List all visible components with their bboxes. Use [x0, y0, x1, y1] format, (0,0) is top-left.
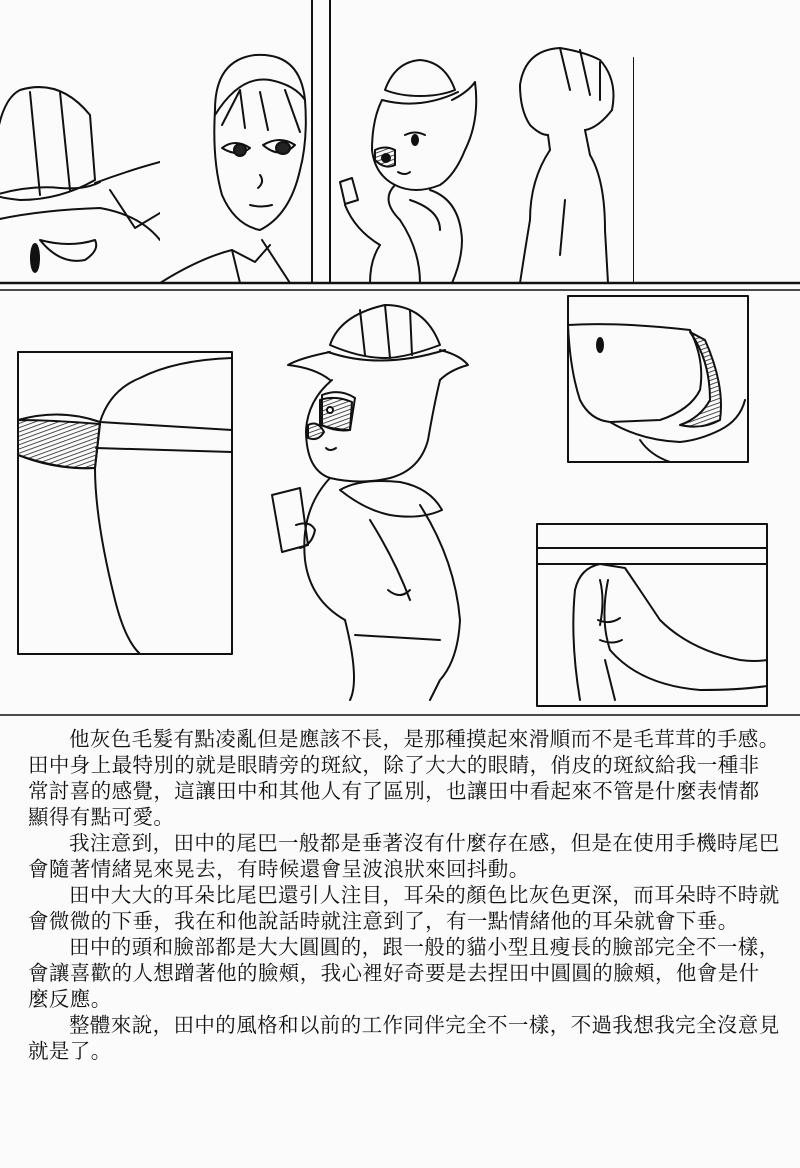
panel-cat-holding-phone [340, 60, 476, 283]
narration-text [28, 726, 780, 1064]
panel-eye-closeup [568, 296, 748, 462]
paragraph-fur-and-markings: 他灰色毛髮有點凌亂但是應該不長，是那種摸起來滑順而不是毛茸茸的手感。田中身上最特別的就是眼睛旁的斑紋，除了大大的眼睛，俏皮的斑紋給我一種非常討喜的感覺，這讓田中和其他人有了區別，也讓田中看起來不管是什麼表情都顯得有點可愛。 [28, 727, 780, 829]
paragraph-face: 田中的頭和臉部都是大大圓圓的，跟一般的貓小型且瘦長的臉部完全不一樣，會讓喜歡的人想蹭著他的臉頰，我心裡好奇要是去捏田中圓圓的臉頰，他會是什麼反應。 [28, 935, 780, 1011]
panel-cat-standing-with-phone [272, 305, 468, 700]
panel-man-walking-profile [520, 48, 800, 283]
paragraph-tail: 我注意到，田中的尾巴一般都是垂著沒有什麼存在感，但是在使用手機時尾巴會隨著情緒晃來晃去，有時候還會呈波浪狀來回抖動。 [28, 831, 780, 881]
paragraph-ears: 田中大大的耳朵比尾巴還引人注目，耳朵的顏色比灰色更深，而耳朵時不時就會微微的下垂，我在和他說話時就注意到了，有一點情緒他的耳朵就會下垂。 [28, 883, 780, 933]
panel-ear-closeup [18, 352, 232, 654]
panel-cat-smiling-closeup [0, 87, 165, 283]
panel-man-looking-sideways [160, 55, 306, 283]
panel-tail-closeup [537, 524, 767, 706]
paragraph-overall: 整體來說，田中的風格和以前的工作同伴完全不一樣，不過我想我完全沒意見就是了。 [28, 1013, 780, 1063]
